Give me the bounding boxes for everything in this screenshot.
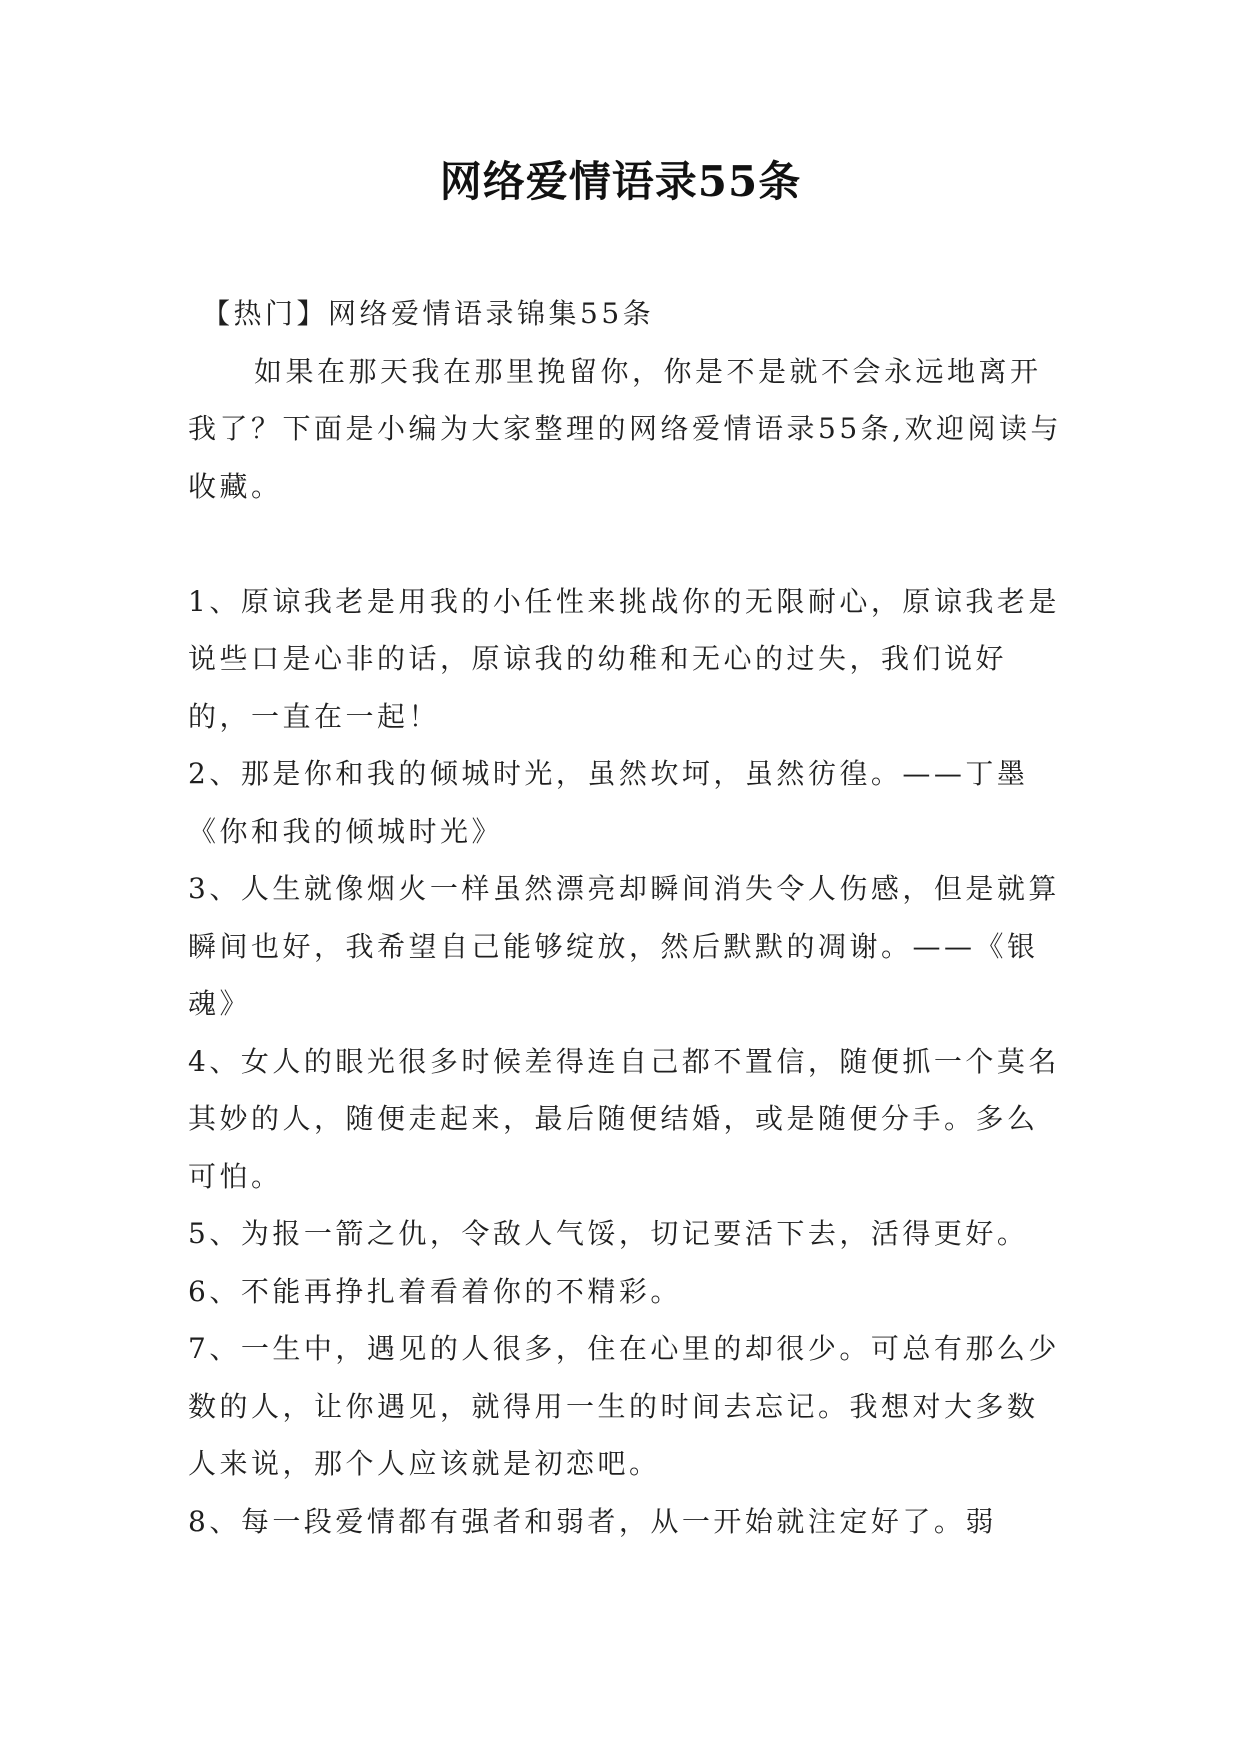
paragraph-spacer xyxy=(188,515,1064,573)
quote-item: 4、女人的眼光很多时候差得连自己都不置信，随便抓一个莫名其妙的人，随便走起来，最后随便结婚，或是随便分手。多么可怕。 xyxy=(188,1044,1060,1193)
quote-item: 1、原谅我老是用我的小任性来挑战你的无限耐心，原谅我老是说些口是心非的话，原谅我的幼稚和无心的过失，我们说好的，一直在一起！ xyxy=(188,584,1060,733)
document-title: 网络爱情语录55条 xyxy=(439,157,802,206)
quote-item: 8、每一段爱情都有强者和弱者，从一开始就注定好了。弱 xyxy=(188,1504,997,1538)
document-subtitle: 【热门】网络爱情语录锦集55条 xyxy=(202,297,655,330)
quote-item: 5、为报一箭之仇，令敌人气馁，切记要活下去，活得更好。 xyxy=(188,1217,1029,1250)
document-body xyxy=(188,285,1064,1550)
intro-paragraph: 如果在那天我在那里挽留你，你是不是就不会永远地离开我了？下面是小编为大家整理的网络爱情语录55条,欢迎阅读与收藏。 xyxy=(188,354,1063,503)
quote-item: 7、一生中，遇见的人很多，住在心里的却很少。可总有那么少数的人，让你遇见，就得用一生的时间去忘记。我想对大多数人来说，那个人应该就是初恋吧。 xyxy=(188,1332,1060,1480)
quote-item: 6、不能再挣扎着看着你的不精彩。 xyxy=(188,1274,682,1308)
quote-item: 2、那是你和我的倾城时光，虽然坎坷，虽然彷徨。——丁墨《你和我的倾城时光》 xyxy=(188,757,1029,848)
quote-item: 3、人生就像烟火一样虽然漂亮却瞬间消失令人伤感，但是就算瞬间也好，我希望自己能够绽放，然后默默的凋谢。——《银魂》 xyxy=(188,872,1060,1020)
